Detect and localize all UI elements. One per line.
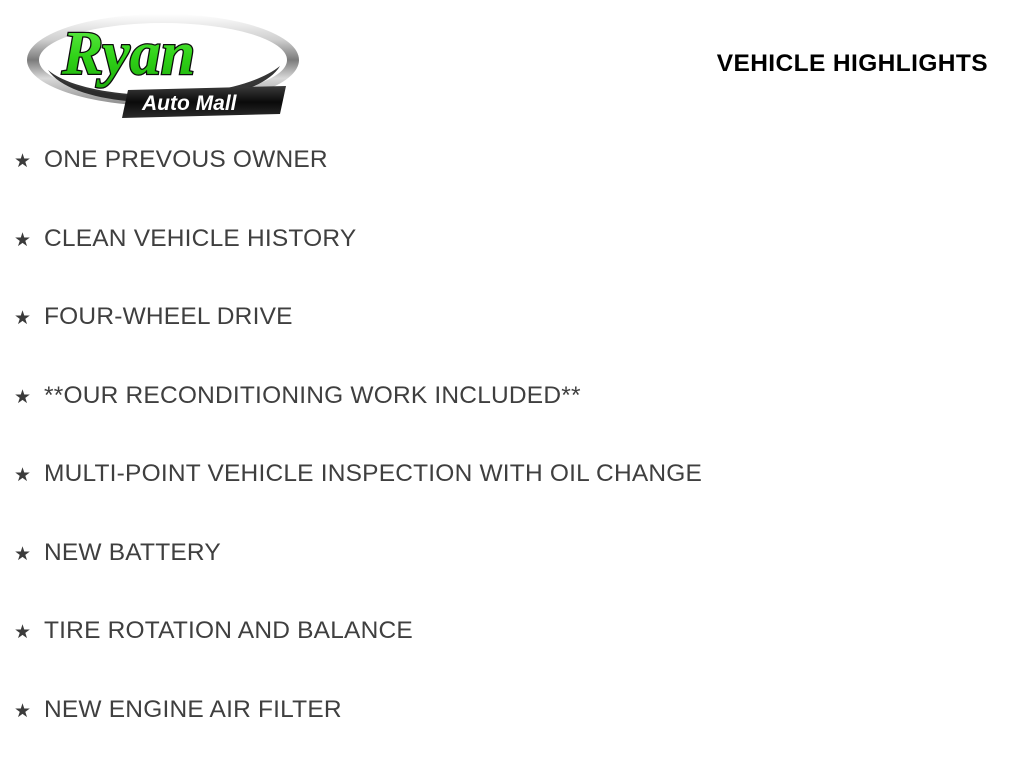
list-item-label: FOUR-WHEEL DRIVE: [44, 303, 293, 331]
ryan-auto-mall-logo: [18, 8, 308, 126]
page-title: VEHICLE HIGHLIGHTS: [717, 50, 988, 78]
list-item: [0, 225, 1024, 304]
vehicle-highlights-list: [0, 146, 1024, 774]
page-header: [0, 0, 1024, 130]
list-item: [0, 539, 1024, 618]
list-item-label: MULTI-POINT VEHICLE INSPECTION WITH OIL CHANGE: [44, 460, 702, 488]
list-item-label: NEW BATTERY: [44, 539, 221, 567]
star-icon: ★: [14, 702, 44, 721]
list-item: [0, 460, 1024, 539]
star-icon: ★: [14, 231, 44, 250]
star-icon: ★: [14, 152, 44, 171]
list-item: [0, 382, 1024, 461]
star-icon: ★: [14, 388, 44, 407]
star-icon: ★: [14, 309, 44, 328]
list-item-label: TIRE ROTATION AND BALANCE: [44, 617, 413, 645]
list-item-label: CLEAN VEHICLE HISTORY: [44, 225, 356, 253]
logo-sub-text: Auto Mall: [141, 92, 238, 115]
list-item-label: **OUR RECONDITIONING WORK INCLUDED**: [44, 382, 581, 410]
list-item-label: NEW ENGINE AIR FILTER: [44, 696, 342, 724]
list-item: [0, 696, 1024, 774]
list-item: [0, 617, 1024, 696]
list-item: [0, 146, 1024, 225]
logo-subname-bar: [122, 86, 286, 118]
logo-brand-text: Ryan: [61, 20, 195, 88]
star-icon: ★: [14, 623, 44, 642]
list-item: [0, 303, 1024, 382]
star-icon: ★: [14, 545, 44, 564]
star-icon: ★: [14, 466, 44, 485]
list-item-label: ONE PREVOUS OWNER: [44, 146, 328, 174]
